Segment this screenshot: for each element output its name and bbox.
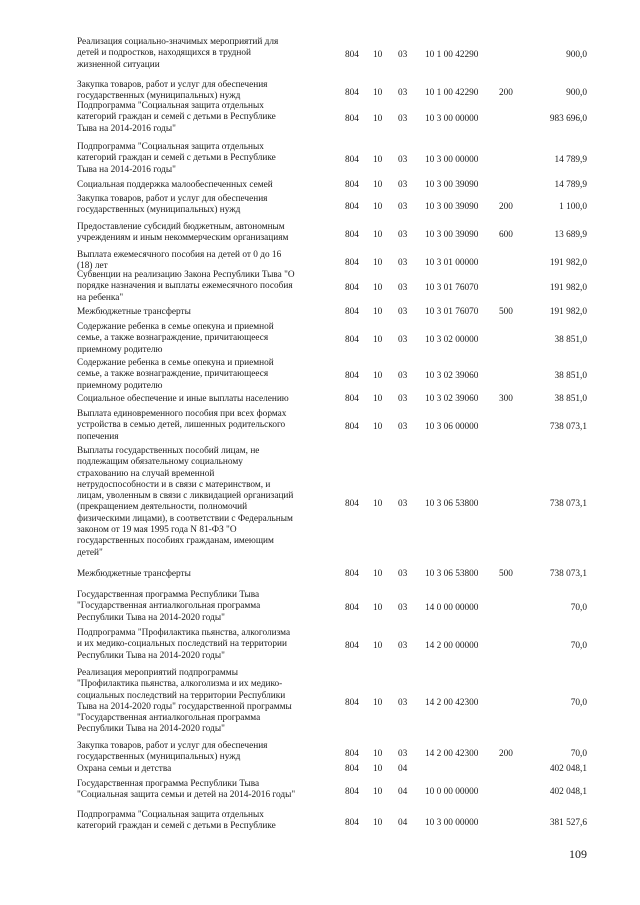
code-target-article: 10 3 00 00000 <box>425 114 479 124</box>
description-line: "Государственная антиалкогольная программа <box>77 713 261 724</box>
row-description <box>77 764 339 775</box>
description-line: категорий граждан и семей с детьми в Республике <box>77 112 276 123</box>
code-target-article: 10 3 00 39090 <box>425 230 479 240</box>
row-description <box>77 741 339 764</box>
description-line: категорий граждан и семей с детьми в Республике <box>77 153 276 164</box>
row-amount: 14 789,9 <box>554 180 587 190</box>
code-ministry: 804 <box>345 787 359 797</box>
code-section: 10 <box>373 307 383 317</box>
code-ministry: 804 <box>345 155 359 165</box>
row-amount: 70,0 <box>570 603 587 613</box>
row-amount: 900,0 <box>566 50 587 60</box>
row-description <box>77 180 339 191</box>
description-line: Республики Тыва на 2014-2020 годы" <box>77 612 225 623</box>
code-expense-type: 200 <box>499 202 513 212</box>
description-line: законом от 19 мая 1995 года N 81-ФЗ "О <box>77 525 237 536</box>
row-amount: 70,0 <box>570 641 587 651</box>
code-target-article: 10 3 06 00000 <box>425 422 479 432</box>
row-description <box>77 142 339 176</box>
description-line: Подпрограмма "Социальная защита отдельных <box>77 810 264 820</box>
code-subsection: 03 <box>398 394 408 404</box>
code-target-article: 10 3 00 39090 <box>425 180 479 190</box>
row-amount: 38 851,0 <box>554 371 587 381</box>
code-target-article: 10 0 00 00000 <box>425 787 479 797</box>
description-line: Реализация социально-значимых мероприятий для <box>77 37 279 47</box>
code-ministry: 804 <box>345 258 359 268</box>
description-line: устройства в семью детей, лишенных родительского <box>77 420 286 431</box>
description-line: Охрана семьи и детства <box>77 764 172 774</box>
code-section: 10 <box>373 749 383 759</box>
row-amount: 381 527,6 <box>549 818 587 828</box>
description-line: "Государственная антиалкогольная программа <box>77 601 261 612</box>
description-line: на ребенка" <box>77 292 124 303</box>
row-amount: 402 048,1 <box>549 764 587 774</box>
description-line: Республики Тыва на 2014-2020 годы" <box>77 650 225 661</box>
code-section: 10 <box>373 603 383 613</box>
code-ministry: 804 <box>345 283 359 293</box>
description-line: Выплата ежемесячного пособия на детей от 0 до 16 <box>77 250 282 260</box>
description-line: Тыва на 2014-2016 годы" <box>77 123 176 134</box>
code-target-article: 10 3 01 76070 <box>425 307 479 317</box>
code-target-article: 10 3 00 00000 <box>425 818 479 828</box>
code-ministry: 804 <box>345 230 359 240</box>
code-section: 10 <box>373 787 383 797</box>
row-amount: 13 689,9 <box>554 230 587 240</box>
description-line: государственных (муниципальных) нужд <box>77 91 241 102</box>
row-amount: 191 982,0 <box>549 307 587 317</box>
row-description <box>77 409 339 443</box>
description-line: государственных (муниципальных) нужд <box>77 205 241 216</box>
row-amount: 900,0 <box>566 88 587 98</box>
code-expense-type: 500 <box>499 569 513 579</box>
description-line: физическими лицами), в соответствии с Федеральным <box>77 513 293 524</box>
description-line: Государственная программа Республики Тыва <box>77 590 260 600</box>
code-section: 10 <box>373 258 383 268</box>
row-amount: 70,0 <box>570 698 587 708</box>
code-ministry: 804 <box>345 180 359 190</box>
code-ministry: 804 <box>345 749 359 759</box>
row-description <box>77 394 339 405</box>
code-expense-type: 500 <box>499 307 513 317</box>
code-target-article: 14 2 00 00000 <box>425 641 479 651</box>
code-section: 10 <box>373 180 383 190</box>
description-line: учреждениям и иным некоммерческим организациям <box>77 233 289 244</box>
code-target-article: 10 3 06 53800 <box>425 569 479 579</box>
code-section: 10 <box>373 155 383 165</box>
code-section: 10 <box>373 283 383 293</box>
code-target-article: 10 3 00 39090 <box>425 202 479 212</box>
code-subsection: 03 <box>398 50 408 60</box>
description-line: лицам, уволенным в связи с ликвидацией организаций <box>77 491 294 502</box>
code-subsection: 03 <box>398 307 408 317</box>
code-ministry: 804 <box>345 569 359 579</box>
code-section: 10 <box>373 335 383 345</box>
row-amount: 983 696,0 <box>549 114 587 124</box>
description-line: Реализация мероприятий подпрограммы <box>77 668 238 678</box>
code-expense-type: 300 <box>499 394 513 404</box>
row-description <box>77 628 339 662</box>
description-line: Выплаты государственных пособий лицам, не <box>77 446 260 456</box>
row-description <box>77 194 339 217</box>
description-line: Закупка товаров, работ и услуг для обеспечения <box>77 194 268 204</box>
description-line: Содержание ребенка в семье опекуна и приемной <box>77 358 274 368</box>
code-section: 10 <box>373 499 383 509</box>
code-ministry: 804 <box>345 88 359 98</box>
row-amount: 738 073,1 <box>549 499 587 509</box>
description-line: "Профилактика пьянства, алкоголизма и их медико- <box>77 679 283 690</box>
description-line: приемному родителю <box>77 344 163 355</box>
code-section: 10 <box>373 641 383 651</box>
row-description <box>77 810 339 833</box>
code-section: 10 <box>373 230 383 240</box>
code-subsection: 03 <box>398 155 408 165</box>
description-line: Предоставление субсидий бюджетным, автономным <box>77 222 285 232</box>
description-line: Тыва на 2014-2020 годы" государственной программы <box>77 701 292 712</box>
code-target-article: 10 3 06 53800 <box>425 499 479 509</box>
code-target-article: 10 3 01 76070 <box>425 283 479 293</box>
row-amount: 191 982,0 <box>549 258 587 268</box>
row-description <box>77 101 339 135</box>
description-line: Содержание ребенка в семье опекуна и приемной <box>77 322 274 332</box>
code-subsection: 03 <box>398 422 408 432</box>
code-subsection: 03 <box>398 641 408 651</box>
code-expense-type: 200 <box>499 88 513 98</box>
description-line: Государственная программа Республики Тыва <box>77 779 260 789</box>
row-description <box>77 446 339 559</box>
description-line: Тыва на 2014-2016 годы" <box>77 164 176 175</box>
description-line: Субвенции на реализацию Закона Республики Тыва "О <box>77 270 295 280</box>
description-line: порядке назначения и выплаты ежемесячного пособия <box>77 281 293 292</box>
code-section: 10 <box>373 114 383 124</box>
description-line: попечения <box>77 431 119 442</box>
row-description <box>77 222 339 245</box>
description-line: приемному родителю <box>77 380 163 391</box>
description-line: Социальное обеспечение и иные выплаты населению <box>77 394 289 404</box>
description-line: и их медико-социальных последствий на территории <box>77 639 287 650</box>
code-ministry: 804 <box>345 818 359 828</box>
code-expense-type: 200 <box>499 749 513 759</box>
code-subsection: 03 <box>398 88 408 98</box>
code-section: 10 <box>373 88 383 98</box>
code-subsection: 03 <box>398 569 408 579</box>
code-section: 10 <box>373 202 383 212</box>
code-subsection: 03 <box>398 258 408 268</box>
code-ministry: 804 <box>345 335 359 345</box>
code-target-article: 10 1 00 42290 <box>425 50 479 60</box>
code-section: 10 <box>373 371 383 381</box>
description-line: Закупка товаров, работ и услуг для обеспечения <box>77 741 268 751</box>
code-target-article: 10 1 00 42290 <box>425 88 479 98</box>
row-description <box>77 270 339 304</box>
row-description <box>77 590 339 624</box>
code-subsection: 03 <box>398 499 408 509</box>
code-target-article: 10 3 02 39060 <box>425 394 479 404</box>
code-ministry: 804 <box>345 764 359 774</box>
row-amount: 1 100,0 <box>559 202 587 212</box>
row-amount: 38 851,0 <box>554 394 587 404</box>
code-ministry: 804 <box>345 603 359 613</box>
code-section: 10 <box>373 422 383 432</box>
code-section: 10 <box>373 569 383 579</box>
code-target-article: 14 0 00 00000 <box>425 603 479 613</box>
code-target-article: 10 3 02 39060 <box>425 371 479 381</box>
page-number: 109 <box>569 847 587 861</box>
row-amount: 738 073,1 <box>549 569 587 579</box>
row-description <box>77 569 339 580</box>
description-line: "Социальная защита семьи и детей на 2014-2016 годы" <box>77 790 296 801</box>
row-description <box>77 668 339 736</box>
code-subsection: 03 <box>398 230 408 240</box>
description-line: государственных (муниципальных) нужд <box>77 752 241 763</box>
description-line: Межбюджетные трансферты <box>77 569 191 579</box>
code-subsection: 04 <box>398 818 408 828</box>
code-ministry: 804 <box>345 114 359 124</box>
code-target-article: 10 3 01 00000 <box>425 258 479 268</box>
code-subsection: 03 <box>398 603 408 613</box>
code-subsection: 03 <box>398 114 408 124</box>
description-line: Социальная поддержка малообеспеченных семей <box>77 180 273 190</box>
description-line: (18) лет <box>77 261 108 272</box>
code-subsection: 03 <box>398 698 408 708</box>
code-section: 10 <box>373 818 383 828</box>
row-description <box>77 358 339 392</box>
description-line: Закупка товаров, работ и услуг для обеспечения <box>77 80 268 90</box>
row-amount: 402 048,1 <box>549 787 587 797</box>
code-section: 10 <box>373 50 383 60</box>
description-line: нетрудоспособности и в связи с материнством, и <box>77 479 271 490</box>
description-line: социальных последствий на территории Республики <box>77 690 286 701</box>
code-subsection: 03 <box>398 283 408 293</box>
code-target-article: 10 3 02 00000 <box>425 335 479 345</box>
description-line: жизненной ситуации <box>77 59 160 70</box>
code-subsection: 04 <box>398 787 408 797</box>
code-ministry: 804 <box>345 641 359 651</box>
row-description <box>77 779 339 802</box>
code-target-article: 10 3 00 00000 <box>425 155 479 165</box>
code-target-article: 14 2 00 42300 <box>425 749 479 759</box>
row-amount: 14 789,9 <box>554 155 587 165</box>
code-subsection: 03 <box>398 180 408 190</box>
description-line: Подпрограмма "Социальная защита отдельных <box>77 142 264 152</box>
description-line: семье, а также вознаграждение, причитающееся <box>77 333 269 344</box>
row-description <box>77 307 339 318</box>
description-line: Подпрограмма "Профилактика пьянства, алкоголизма <box>77 628 291 638</box>
code-ministry: 804 <box>345 422 359 432</box>
code-ministry: 804 <box>345 499 359 509</box>
row-amount: 191 982,0 <box>549 283 587 293</box>
code-expense-type: 600 <box>499 230 513 240</box>
row-description <box>77 80 339 103</box>
code-target-article: 14 2 00 42300 <box>425 698 479 708</box>
code-subsection: 03 <box>398 335 408 345</box>
code-ministry: 804 <box>345 371 359 381</box>
description-line: страхованию на случай временной <box>77 468 215 479</box>
row-amount: 70,0 <box>570 749 587 759</box>
code-section: 10 <box>373 394 383 404</box>
code-ministry: 804 <box>345 307 359 317</box>
code-section: 10 <box>373 764 383 774</box>
code-subsection: 03 <box>398 202 408 212</box>
description-line: категорий граждан и семей с детьми в Республике <box>77 821 276 832</box>
row-amount: 738 073,1 <box>549 422 587 432</box>
description-line: Подпрограмма "Социальная защита отдельных <box>77 101 264 111</box>
code-ministry: 804 <box>345 50 359 60</box>
code-ministry: 804 <box>345 698 359 708</box>
description-line: детей и подростков, находящихся в трудной <box>77 48 252 59</box>
code-subsection: 04 <box>398 764 408 774</box>
code-ministry: 804 <box>345 394 359 404</box>
row-description <box>77 37 339 71</box>
code-ministry: 804 <box>345 202 359 212</box>
description-line: государственных пособиях гражданам, имеющим <box>77 536 274 547</box>
description-line: семье, а также вознаграждение, причитающееся <box>77 369 269 380</box>
description-line: Выплата единовременного пособия при всех формах <box>77 409 287 419</box>
description-line: детей" <box>77 547 103 558</box>
code-subsection: 03 <box>398 749 408 759</box>
row-description <box>77 322 339 356</box>
description-line: Республики Тыва на 2014-2020 годы" <box>77 724 225 735</box>
code-subsection: 03 <box>398 371 408 381</box>
description-line: подлежащим обязательному социальному <box>77 457 243 468</box>
description-line: Межбюджетные трансферты <box>77 307 191 317</box>
code-section: 10 <box>373 698 383 708</box>
description-line: (прекращением деятельности, полномочий <box>77 502 248 513</box>
row-amount: 38 851,0 <box>554 335 587 345</box>
